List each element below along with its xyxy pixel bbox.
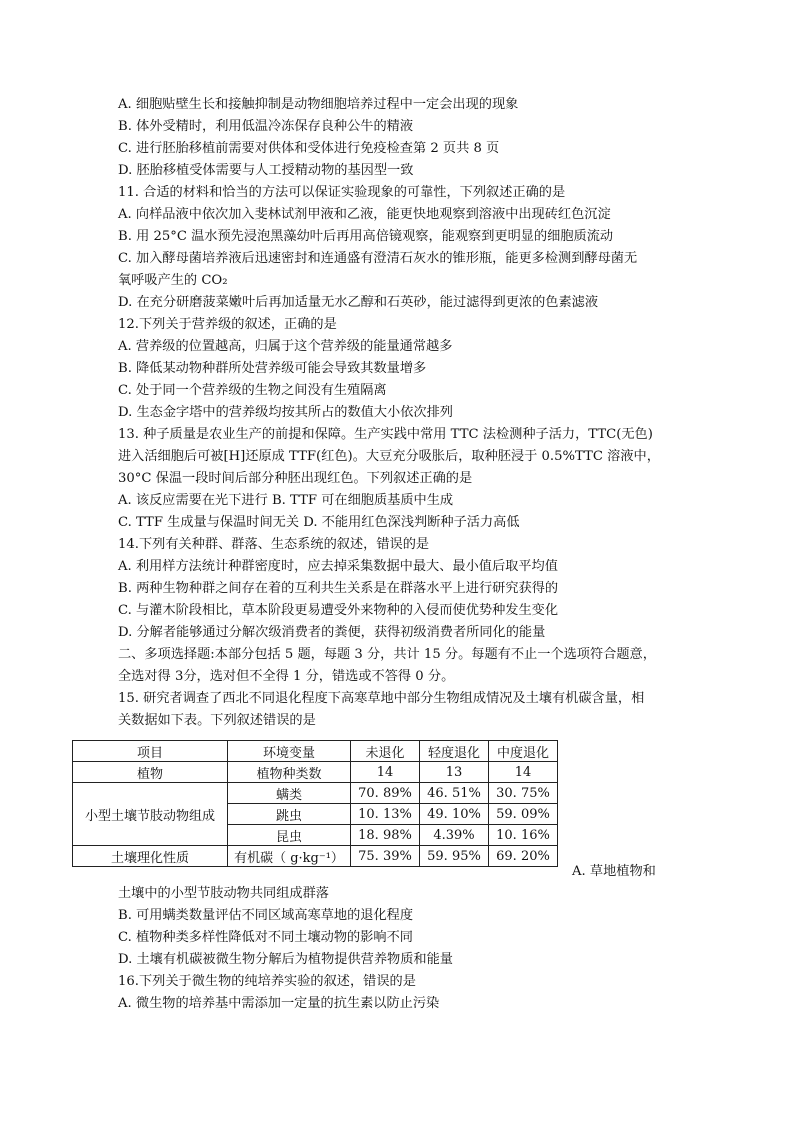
section-heading: 二、多项选择题:本部分包括 5 题，每题 3 分，共计 15 分。每题有不止一个选项符合题意， (118, 647, 656, 662)
text-line: C. 处于同一个营养级的生物之间没有生殖隔离 (118, 383, 387, 398)
table-header: 轻度退化 (420, 741, 489, 762)
table-cell: 70. 89% (351, 783, 420, 804)
text-line: A. 该反应需要在光下进行 B. TTF 可在细胞质基质中生成 (118, 493, 454, 508)
table-cell: 49. 10% (420, 804, 489, 825)
table-cell: 10. 13% (351, 804, 420, 825)
text-line: B. 可用螨类数量评估不同区域高寒草地的退化程度 (118, 908, 414, 923)
table-cell: 59. 09% (489, 804, 558, 825)
option-a-start: A. 草地植物和 (572, 864, 656, 879)
table-cell: 4.39% (420, 825, 489, 846)
table-cell: 46. 51% (420, 783, 489, 804)
table-cell: 有机碳（ g·kg⁻¹） (228, 846, 351, 867)
text-line: A. 利用样方法统计种群密度时，应去掉采集数据中最大、最小值后取平均值 (118, 559, 558, 574)
table-header: 中度退化 (489, 741, 558, 762)
data-table (72, 740, 558, 867)
text-line: 土壤中的小型节肢动物共同组成群落 (118, 886, 329, 901)
question-stem: 12.下列关于营养级的叙述，正确的是 (118, 317, 337, 332)
text-line: D. 在充分研磨菠菜嫩叶后再加适量无水乙醇和石英砂，能过滤得到更浓的色素滤液 (118, 295, 599, 310)
table-header: 项目 (73, 741, 228, 762)
text-line: 全选对得 3分，选对但不全得 1 分，错选或不答得 0 分。 (118, 669, 455, 684)
text-line: 30°C 保温一段时间后部分种胚出现红色。下列叙述正确的是 (118, 471, 473, 486)
table-cell: 30. 75% (489, 783, 558, 804)
question-stem: 13. 种子质量是农业生产的前提和保障。生产实践中常用 TTC 法检测种子活力，TTC(无色) (118, 427, 653, 442)
question-stem: 15. 研究者调查了西北不同退化程度下高寒草地中部分生物组成情况及土壤有机碳含量，相 (118, 691, 645, 706)
text-line: C. 与灌木阶段相比，草本阶段更易遭受外来物种的入侵而使优势种发生变化 (118, 603, 559, 618)
text-line: D. 胚胎移植受体需要与人工授精动物的基因型一致 (118, 163, 414, 178)
table-cell: 13 (420, 762, 489, 783)
text-line: 氧呼吸产生的 CO₂ (118, 273, 228, 288)
text-line: D. 生态金字塔中的营养级均按其所占的数值大小依次排列 (118, 405, 453, 420)
table-header: 环境变量 (228, 741, 351, 762)
table-header-row (73, 741, 558, 762)
table-cell: 69. 20% (489, 846, 558, 867)
table-cell: 10. 16% (489, 825, 558, 846)
table-row (73, 783, 558, 804)
text-line: C. TTF 生成量与保温时间无关 D. 不能用红色深浅判断种子活力高低 (118, 515, 520, 530)
table-cell: 14 (489, 762, 558, 783)
table-cell: 土壤理化性质 (73, 846, 228, 867)
text-line: B. 用 25°C 温水预先浸泡黑藻幼叶后再用高倍镜观察，能观察到更明显的细胞质流动 (118, 229, 614, 244)
table-row (73, 762, 558, 783)
text-line: A. 营养级的位置越高，归属于这个营养级的能量通常越多 (118, 339, 453, 354)
question-stem: 11. 合适的材料和恰当的方法可以保证实验现象的可靠性，下列叙述正确的是 (118, 185, 566, 200)
text-line: C. 进行胚胎移植前需要对供体和受体进行免疫检查第 2 页共 8 页 (118, 141, 500, 156)
table-cell: 14 (351, 762, 420, 783)
table-cell: 螨类 (228, 783, 351, 804)
text-line: A. 向样品液中依次加入斐林试剂甲液和乙液，能更快地观察到溶液中出现砖红色沉淀 (118, 207, 611, 222)
question-stem: 16.下列关于微生物的纯培养实验的叙述，错误的是 (118, 974, 416, 989)
table-header: 未退化 (351, 741, 420, 762)
text-line: B. 体外受精时，利用低温冷冻保存良种公牛的精液 (118, 119, 414, 134)
text-line: D. 分解者能够通过分解次级消费者的粪便，获得初级消费者所同化的能量 (118, 625, 546, 640)
text-line: B. 降低某动物种群所处营养级可能会导致其数量增多 (118, 361, 427, 376)
table-cell: 昆虫 (228, 825, 351, 846)
table-cell: 跳虫 (228, 804, 351, 825)
table-cell: 75. 39% (351, 846, 420, 867)
question-stem: 14.下列有关种群、群落、生态系统的叙述，错误的是 (118, 537, 430, 552)
table-cell: 18. 98% (351, 825, 420, 846)
text-line: A. 细胞贴壁生长和接触抑制是动物细胞培养过程中一定会出现的现象 (118, 97, 519, 112)
text-line: B. 两种生物种群之间存在着的互利共生关系是在群落水平上进行研究获得的 (118, 581, 559, 596)
table-cell: 59. 95% (420, 846, 489, 867)
text-line: A. 微生物的培养基中需添加一定量的抗生素以防止污染 (118, 996, 440, 1011)
table-row (73, 846, 558, 867)
table-cell: 小型土壤节肢动物组成 (73, 783, 228, 846)
text-line: 关数据如下表。下列叙述错误的是 (118, 713, 316, 728)
text-line: C. 加入酵母菌培养液后迅速密封和连通盛有澄清石灰水的锥形瓶，能更多检测到酵母菌无 (118, 251, 638, 266)
text-line: C. 植物种类多样性降低对不同土壤动物的影响不同 (118, 930, 413, 945)
text-line: 进入活细胞后可被[H]还原成 TTF(红色)。大豆充分吸胀后，取种胚浸于 0.5%TTC 溶液中， (118, 449, 660, 464)
text-line: D. 土壤有机碳被微生物分解后为植物提供营养物质和能量 (118, 952, 453, 967)
table-cell: 植物 (73, 762, 228, 783)
table-cell: 植物种类数 (228, 762, 351, 783)
